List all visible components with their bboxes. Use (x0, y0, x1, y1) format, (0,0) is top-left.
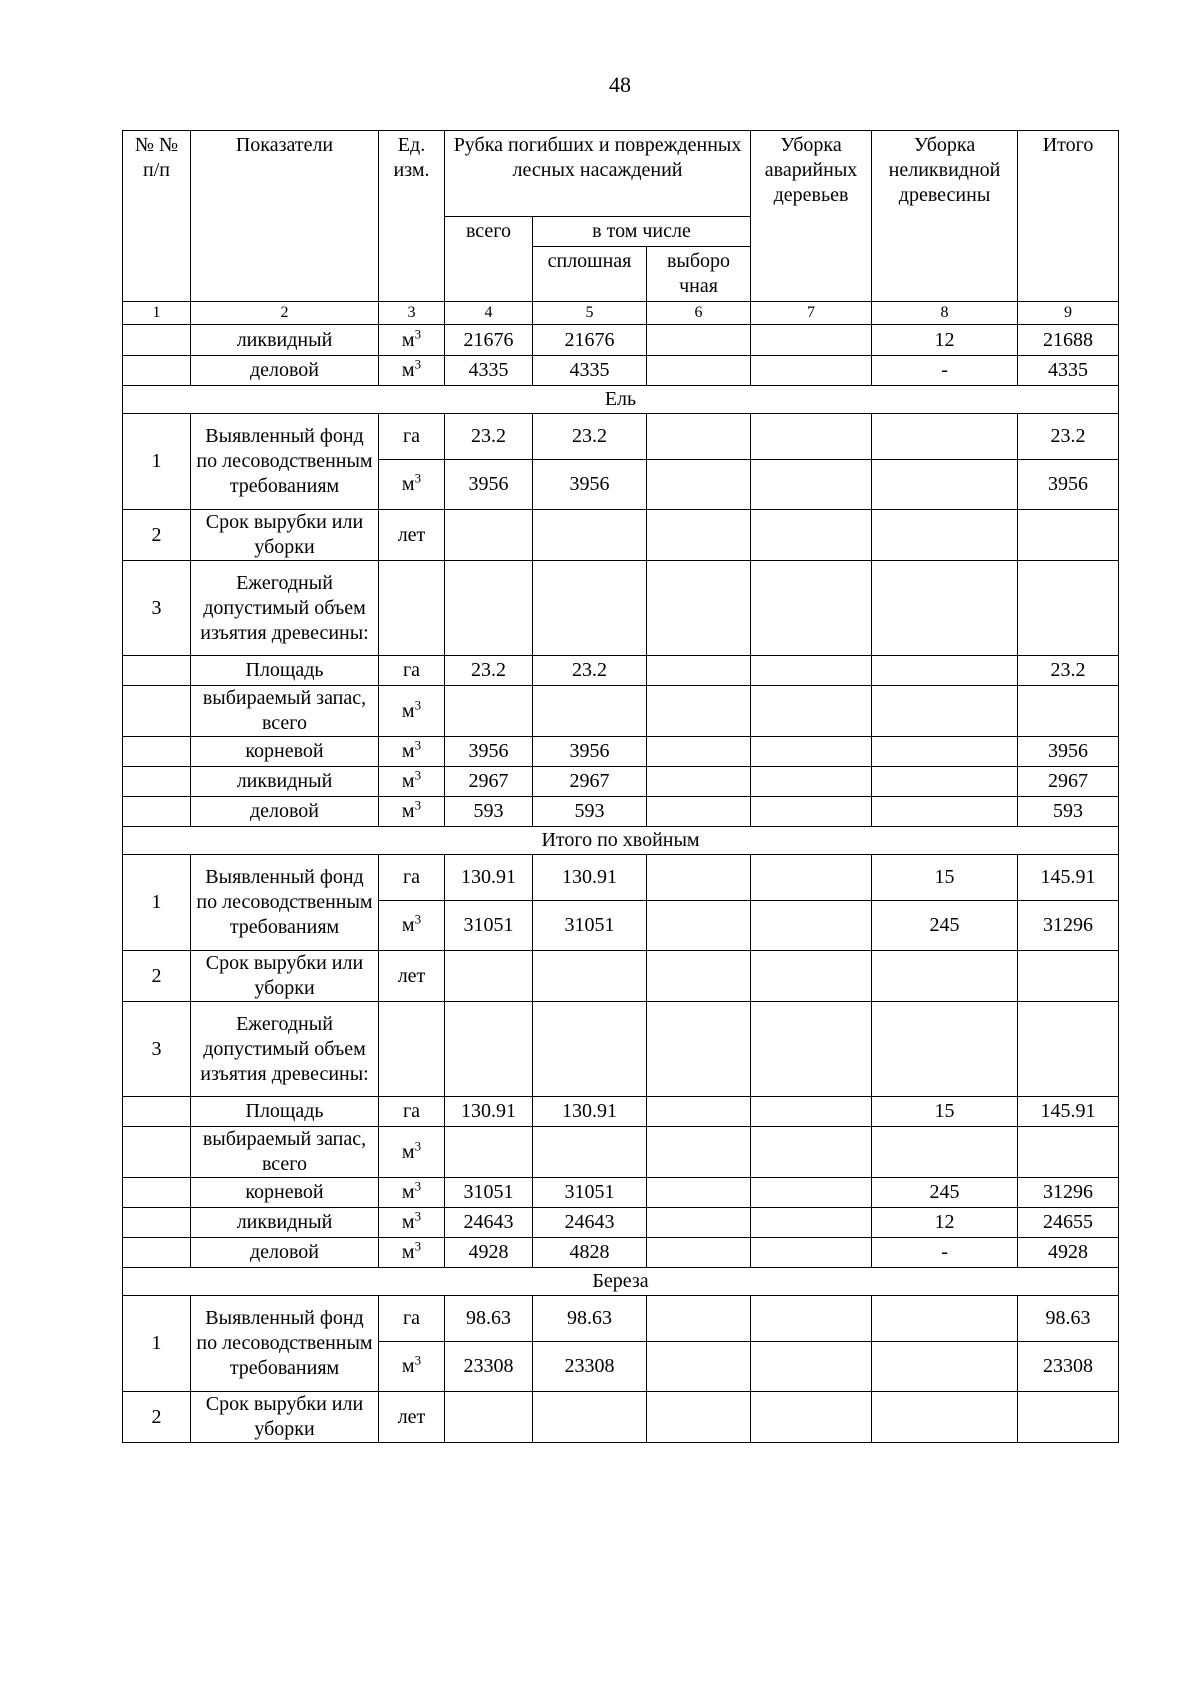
unit-superscript: 3 (414, 1238, 422, 1254)
value-cell (1018, 686, 1119, 737)
value-cell: 23.2 (1018, 656, 1119, 686)
unit-superscript: 3 (414, 356, 422, 372)
value-cell (647, 686, 751, 737)
unit-superscript: 3 (414, 1352, 422, 1368)
value-cell (647, 855, 751, 901)
unit-base: м (401, 359, 415, 381)
value-cell (751, 356, 872, 386)
value-cell: 23308 (1018, 1342, 1119, 1392)
table-row (123, 414, 1119, 460)
unit-cell (379, 1178, 445, 1208)
value-cell (647, 1127, 751, 1178)
row-number-cell: 1 (123, 414, 191, 510)
row-number-cell (123, 737, 191, 767)
unit-base: м (401, 914, 415, 936)
value-cell (647, 1392, 751, 1443)
value-cell (872, 656, 1018, 686)
unit-base: м (401, 1355, 415, 1377)
value-cell (647, 325, 751, 356)
value-cell (751, 686, 872, 737)
value-cell (751, 510, 872, 561)
value-cell (751, 1238, 872, 1268)
value-cell (751, 737, 872, 767)
row-number-cell (123, 686, 191, 737)
row-number-cell (123, 1178, 191, 1208)
value-cell: 23308 (533, 1342, 647, 1392)
section-header-row (123, 827, 1119, 855)
row-number-cell (123, 767, 191, 797)
table-row (123, 855, 1119, 901)
value-cell (647, 656, 751, 686)
unit-cell: га (379, 414, 445, 460)
indicator-label: ликвидный (191, 325, 379, 356)
row-number-cell (123, 1127, 191, 1178)
value-cell (1018, 1392, 1119, 1443)
value-cell: 4335 (533, 356, 647, 386)
indicator-label: Ежегодный допустимый объем изъятия древесины: (191, 1002, 379, 1097)
value-cell (751, 855, 872, 901)
header-selective-cut: выборо чная (647, 247, 751, 302)
value-cell: 21676 (533, 325, 647, 356)
value-cell (751, 561, 872, 656)
row-number-cell: 2 (123, 1392, 191, 1443)
unit-base: м (401, 1241, 415, 1263)
unit-superscript: 3 (414, 696, 422, 712)
value-cell (872, 797, 1018, 827)
header-number: № № п/п (123, 131, 191, 302)
indicator-label: Выявленный фонд по лесоводственным требованиям (191, 414, 379, 510)
value-cell (751, 1178, 872, 1208)
unit-cell (379, 1208, 445, 1238)
value-cell (872, 1342, 1018, 1392)
value-cell (647, 510, 751, 561)
value-cell (647, 737, 751, 767)
unit-cell: лет (379, 510, 445, 561)
value-cell (872, 414, 1018, 460)
indicator-label: Выявленный фонд по лесоводственным требованиям (191, 855, 379, 951)
value-cell: 24655 (1018, 1208, 1119, 1238)
value-cell: 4828 (533, 1238, 647, 1268)
indicator-label: корневой (191, 737, 379, 767)
column-number: 2 (191, 302, 379, 325)
value-cell (445, 951, 533, 1002)
section-title: Ель (123, 386, 1119, 414)
value-cell (751, 1392, 872, 1443)
value-cell: 31296 (1018, 901, 1119, 951)
value-cell: 3956 (445, 460, 533, 510)
value-cell (647, 460, 751, 510)
column-number: 8 (872, 302, 1018, 325)
value-cell: 3956 (1018, 460, 1119, 510)
value-cell: 31051 (533, 1178, 647, 1208)
value-cell (751, 901, 872, 951)
unit-base: м (401, 1140, 415, 1163)
table-row (123, 1296, 1119, 1342)
row-number-cell (123, 1208, 191, 1238)
value-cell: 2967 (533, 767, 647, 797)
value-cell: - (872, 356, 1018, 386)
value-cell: 245 (872, 1178, 1018, 1208)
value-cell: 21688 (1018, 325, 1119, 356)
value-cell: 130.91 (445, 1097, 533, 1127)
value-cell (872, 767, 1018, 797)
row-number-cell (123, 356, 191, 386)
value-cell (751, 767, 872, 797)
value-cell: 2967 (1018, 767, 1119, 797)
unit-base: м (401, 1211, 415, 1233)
value-cell (1018, 1127, 1119, 1178)
row-number-cell (123, 797, 191, 827)
value-cell (647, 1342, 751, 1392)
value-cell (872, 686, 1018, 737)
column-number: 5 (533, 302, 647, 325)
unit-cell: лет (379, 951, 445, 1002)
indicator-label: деловой (191, 356, 379, 386)
column-number: 9 (1018, 302, 1119, 325)
unit-base: м (401, 328, 415, 351)
header-indicator: Показатели (191, 131, 379, 302)
value-cell: 130.91 (533, 855, 647, 901)
unit-superscript: 3 (414, 767, 422, 783)
table-row (123, 656, 1119, 686)
value-cell: 3956 (1018, 737, 1119, 767)
value-cell: 31051 (445, 901, 533, 951)
header-clear-cut: сплошная (533, 247, 647, 302)
unit-cell (379, 1002, 445, 1097)
value-cell (445, 510, 533, 561)
unit-superscript: 3 (414, 1208, 422, 1224)
value-cell (872, 1296, 1018, 1342)
unit-cell: га (379, 1296, 445, 1342)
row-number-cell: 1 (123, 855, 191, 951)
value-cell (647, 1238, 751, 1268)
indicator-label: выбираемый запас, всего (191, 686, 379, 737)
value-cell: 3956 (533, 737, 647, 767)
table-row (123, 1002, 1119, 1097)
unit-cell (379, 460, 445, 510)
value-cell (751, 1296, 872, 1342)
value-cell: 3956 (533, 460, 647, 510)
indicator-label: Ежегодный допустимый объем изъятия древесины: (191, 561, 379, 656)
table-row (123, 1238, 1119, 1268)
page-number: 48 (609, 72, 631, 97)
value-cell (872, 951, 1018, 1002)
value-cell (872, 737, 1018, 767)
unit-superscript: 3 (414, 911, 422, 927)
value-cell: 2967 (445, 767, 533, 797)
value-cell: 31051 (445, 1178, 533, 1208)
unit-cell (379, 901, 445, 951)
indicator-label: Площадь (191, 656, 379, 686)
indicator-label: Срок вырубки или уборки (191, 1392, 379, 1443)
unit-cell (379, 356, 445, 386)
table-row (123, 686, 1119, 737)
unit-superscript: 3 (414, 1178, 422, 1194)
unit-superscript: 3 (414, 470, 422, 486)
unit-cell: га (379, 656, 445, 686)
value-cell (1018, 951, 1119, 1002)
value-cell (751, 460, 872, 510)
value-cell (533, 561, 647, 656)
value-cell (647, 951, 751, 1002)
value-cell (872, 460, 1018, 510)
row-number-cell (123, 1238, 191, 1268)
table-row (123, 797, 1119, 827)
table-row (123, 767, 1119, 797)
value-cell (533, 1392, 647, 1443)
table-row (123, 1097, 1119, 1127)
value-cell (872, 561, 1018, 656)
indicator-label: корневой (191, 1178, 379, 1208)
unit-base: м (401, 699, 415, 722)
value-cell: 98.63 (1018, 1296, 1119, 1342)
value-cell (647, 356, 751, 386)
value-cell: 145.91 (1018, 855, 1119, 901)
value-cell (751, 951, 872, 1002)
value-cell: 98.63 (533, 1296, 647, 1342)
value-cell (751, 656, 872, 686)
value-cell: 31296 (1018, 1178, 1119, 1208)
value-cell: 15 (872, 1097, 1018, 1127)
value-cell: 15 (872, 855, 1018, 901)
value-cell (533, 510, 647, 561)
indicator-label: выбираемый запас, всего (191, 1127, 379, 1178)
row-number-cell: 2 (123, 951, 191, 1002)
value-cell: 12 (872, 1208, 1018, 1238)
value-cell (1018, 510, 1119, 561)
value-cell (647, 901, 751, 951)
value-cell (647, 1178, 751, 1208)
value-cell: 24643 (533, 1208, 647, 1238)
unit-base: м (401, 1181, 415, 1203)
table-row (123, 1127, 1119, 1178)
row-number-cell (123, 325, 191, 356)
indicator-label: Площадь (191, 1097, 379, 1127)
value-cell (647, 1002, 751, 1097)
section-header-row (123, 386, 1119, 414)
value-cell (872, 1127, 1018, 1178)
value-cell: 23.2 (445, 414, 533, 460)
indicator-label: Срок вырубки или уборки (191, 510, 379, 561)
unit-cell (379, 686, 445, 737)
value-cell (751, 414, 872, 460)
value-cell: 23.2 (445, 656, 533, 686)
value-cell: 593 (533, 797, 647, 827)
value-cell: 4335 (445, 356, 533, 386)
table-row (123, 356, 1119, 386)
unit-base: м (401, 770, 415, 792)
value-cell: 3956 (445, 737, 533, 767)
value-cell: 593 (1018, 797, 1119, 827)
header-felling: Рубка погибших и поврежденных лесных насаждений (445, 131, 751, 217)
unit-base: м (401, 800, 415, 822)
row-number-cell (123, 656, 191, 686)
value-cell (533, 1127, 647, 1178)
header-including: в том числе (533, 217, 751, 247)
unit-cell (379, 1127, 445, 1178)
value-cell: 145.91 (1018, 1097, 1119, 1127)
unit-superscript: 3 (414, 797, 422, 813)
value-cell (445, 561, 533, 656)
unit-cell: га (379, 855, 445, 901)
value-cell: 130.91 (533, 1097, 647, 1127)
unit-superscript: 3 (414, 325, 422, 341)
column-number: 6 (647, 302, 751, 325)
value-cell (872, 1002, 1018, 1097)
value-cell (445, 1127, 533, 1178)
section-header-row (123, 1268, 1119, 1296)
value-cell: 98.63 (445, 1296, 533, 1342)
value-cell (1018, 561, 1119, 656)
unit-superscript: 3 (414, 1137, 422, 1153)
table-row (123, 325, 1119, 356)
table-row (123, 1178, 1119, 1208)
row-number-cell: 3 (123, 1002, 191, 1097)
value-cell (445, 1002, 533, 1097)
section-title: Береза (123, 1268, 1119, 1296)
column-number: 1 (123, 302, 191, 325)
unit-base: м (401, 473, 415, 495)
indicator-label: Выявленный фонд по лесоводственным требованиям (191, 1296, 379, 1392)
value-cell (445, 1392, 533, 1443)
indicator-label: ликвидный (191, 767, 379, 797)
section-title: Итого по хвойным (123, 827, 1119, 855)
value-cell: 23.2 (1018, 414, 1119, 460)
header-felling-total: всего (445, 217, 533, 302)
row-number-cell (123, 1097, 191, 1127)
value-cell: 23.2 (533, 656, 647, 686)
value-cell (872, 1392, 1018, 1443)
header-illiquid-wood: Уборка неликвидной древесины (872, 131, 1018, 302)
value-cell (445, 686, 533, 737)
row-number-cell: 3 (123, 561, 191, 656)
unit-cell (379, 561, 445, 656)
value-cell: 12 (872, 325, 1018, 356)
value-cell (872, 510, 1018, 561)
table-row (123, 1208, 1119, 1238)
unit-cell (379, 1238, 445, 1268)
column-number: 3 (379, 302, 445, 325)
unit-cell (379, 325, 445, 356)
value-cell: 4928 (1018, 1238, 1119, 1268)
value-cell: 4335 (1018, 356, 1119, 386)
value-cell: 21676 (445, 325, 533, 356)
value-cell: 23308 (445, 1342, 533, 1392)
header-unit: Ед. изм. (379, 131, 445, 302)
unit-cell: лет (379, 1392, 445, 1443)
value-cell (533, 686, 647, 737)
row-number-cell: 1 (123, 1296, 191, 1392)
table-row (123, 951, 1119, 1002)
value-cell (647, 797, 751, 827)
unit-cell (379, 1342, 445, 1392)
value-cell: 245 (872, 901, 1018, 951)
column-number: 4 (445, 302, 533, 325)
value-cell: - (872, 1238, 1018, 1268)
value-cell (751, 1002, 872, 1097)
value-cell (751, 797, 872, 827)
value-cell (533, 951, 647, 1002)
column-number: 7 (751, 302, 872, 325)
value-cell: 31051 (533, 901, 647, 951)
value-cell (751, 1342, 872, 1392)
value-cell: 24643 (445, 1208, 533, 1238)
indicator-label: деловой (191, 797, 379, 827)
value-cell (751, 1097, 872, 1127)
unit-cell (379, 797, 445, 827)
unit-cell (379, 737, 445, 767)
table-row (123, 1392, 1119, 1443)
unit-cell: га (379, 1097, 445, 1127)
value-cell: 23.2 (533, 414, 647, 460)
column-number-row (123, 302, 1119, 325)
row-number-cell: 2 (123, 510, 191, 561)
unit-cell (379, 767, 445, 797)
value-cell (533, 1002, 647, 1097)
forestry-table (122, 130, 1119, 1443)
value-cell (751, 1208, 872, 1238)
header-emergency-trees: Уборка аварийных деревьев (751, 131, 872, 302)
value-cell (1018, 1002, 1119, 1097)
value-cell (751, 1127, 872, 1178)
value-cell (647, 561, 751, 656)
indicator-label: Срок вырубки или уборки (191, 951, 379, 1002)
unit-base: м (401, 740, 415, 762)
value-cell: 593 (445, 797, 533, 827)
value-cell (751, 325, 872, 356)
indicator-label: деловой (191, 1238, 379, 1268)
table-row (123, 561, 1119, 656)
value-cell (647, 1296, 751, 1342)
value-cell (647, 767, 751, 797)
value-cell (647, 1097, 751, 1127)
header-total: Итого (1018, 131, 1119, 302)
unit-superscript: 3 (414, 737, 422, 753)
value-cell: 130.91 (445, 855, 533, 901)
table-row (123, 737, 1119, 767)
value-cell (647, 414, 751, 460)
value-cell (647, 1208, 751, 1238)
value-cell: 4928 (445, 1238, 533, 1268)
table-row (123, 510, 1119, 561)
indicator-label: ликвидный (191, 1208, 379, 1238)
